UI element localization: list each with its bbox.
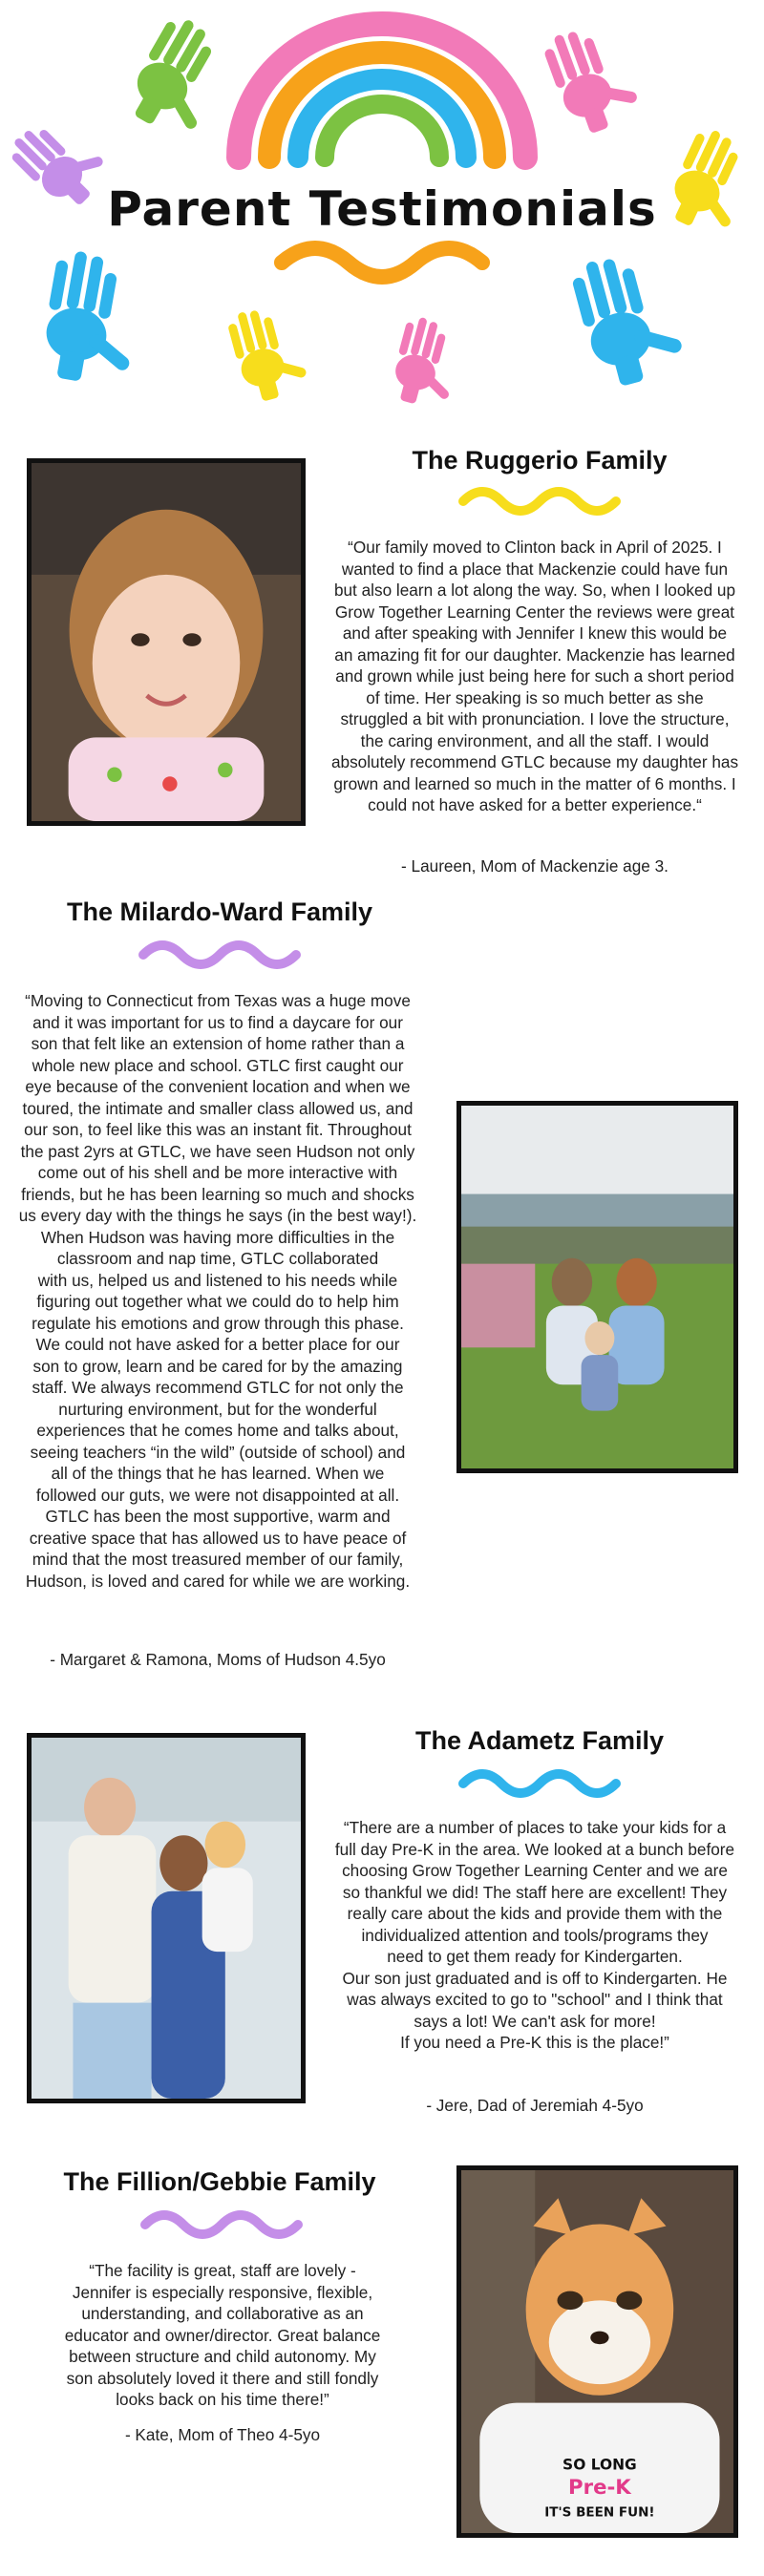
testimonial-signature: - Jere, Dad of Jeremiah 4-5yo [426, 2096, 644, 2115]
testimonial-signature: - Margaret & Ramona, Moms of Hudson 4.5yo [50, 1650, 386, 1669]
header-banner [0, 0, 764, 411]
page-title: Parent Testimonials [107, 181, 657, 237]
photo-adametz-family [27, 1733, 306, 2103]
squiggle-icon [454, 1764, 626, 1803]
squiggle-icon [454, 482, 626, 520]
shirt-text: Pre-K [568, 2475, 631, 2501]
shirt-text: IT'S BEEN FUN! [544, 2504, 655, 2521]
testimonial-quote: “Our family moved to Clinton back in April of 2025. I wanted to find a place that Mackenzie could have fun but also learn a lot along the way. So, when I looked up Grow Together Learning Center the reviews were great and after speaking with Jennifer I knew this would be an amazing fit for our daughter. Mackenzie has learned and grown while just being here for such a short period of time. Her speaking is so much better as she struggled a bit with pronunciation. I love the structure, the caring environment, and all the staff. I would absolutely recommend GTLC because my daughter has grown and learned so much in the matter of 6 months. I could not have asked for a better experience.“ [330, 538, 739, 814]
wave-icon [282, 248, 482, 277]
testimonial-signature: - Kate, Mom of Theo 4-5yo [124, 2425, 321, 2444]
family-title: The Ruggerio Family [412, 446, 668, 475]
rainbow-icon [239, 24, 525, 158]
testimonial-quote: “The facility is great, staff are lovely - Jennifer is especially responsive, flexible, understanding, and collaborative as an educator and owner/director. Great balance between structure and child autonomy. My son absolutely loved it there and still fondly looks back on his time there!” [64, 2261, 381, 2409]
photo-mackenzie [27, 458, 306, 826]
testimonial-quote: “Moving to Connecticut from Texas was a huge move and it was important for us to find a daycare for our son that felt like an extension of home rather than a whole new place and school. GTLC first caught our eye because of the convenient location and when we toured, the intimate and smaller class allowed us, and our son, to feel like this was an instant fit. Throughout the past 2yrs at GTLC, we have seen Hudson not only come out of his shell and be more interactive with friends, but he has been learning so much and shocks us every day with the things he says (in the best way!). When Hudson was having more difficulties in the classroom and nap time, GTLC collaborated with us, helped us and listened to his needs while figuring out together what we could do to help him regulate his emotions and grow through this phase. We could not have asked for a better place for our son to grow, learn and be cared for by the amazing staff. We always recommend GTLC for not only the nurturing environment, but for the wonderful experiences that he comes home and talks about, seeing teachers “in the wild” (outside of school) and all of the things that he has learned. When we followed our guts, we were not disappointed at all. GTLC has been the most supportive, warm and creative space that has allowed us to have peace of mind that the most treasured member of our family, Hudson, is loved and cared for while we are working. [18, 991, 417, 1591]
handprint-icon [225, 300, 312, 406]
squiggle-icon [136, 2206, 308, 2244]
handprint-icon [37, 247, 150, 390]
family-title: The Fillion/Gebbie Family [63, 2167, 376, 2196]
photo-milardo-ward-family [456, 1101, 738, 1473]
family-title: The Milardo-Ward Family [66, 897, 373, 926]
handprint-icon [387, 314, 468, 411]
testimonial-signature: - Laureen, Mom of Mackenzie age 3. [401, 856, 668, 876]
handprint-icon [118, 11, 242, 146]
photo-theo [456, 2165, 738, 2538]
handprint-icon [568, 244, 690, 392]
handprint-icon [541, 16, 646, 139]
shirt-text: SO LONG [562, 2456, 637, 2474]
testimonial-quote: “There are a number of places to take your kids for a full day Pre-K in the area. We looked at a bunch before choosing Grow Together Learning Center and we are so thankful we did! The staff here are excellent! They really care about the kids and provide them with the individualized attention and tools/programs they need to get them ready for Kindergarten. Our son just graduated and is off to Kindergarten. He was always excited to go to "school" and I think that says a lot! We can't ask for more! If you need a Pre-K this is the place!” [334, 1818, 735, 2052]
squiggle-icon [134, 936, 306, 974]
family-title: The Adametz Family [414, 1726, 665, 1755]
